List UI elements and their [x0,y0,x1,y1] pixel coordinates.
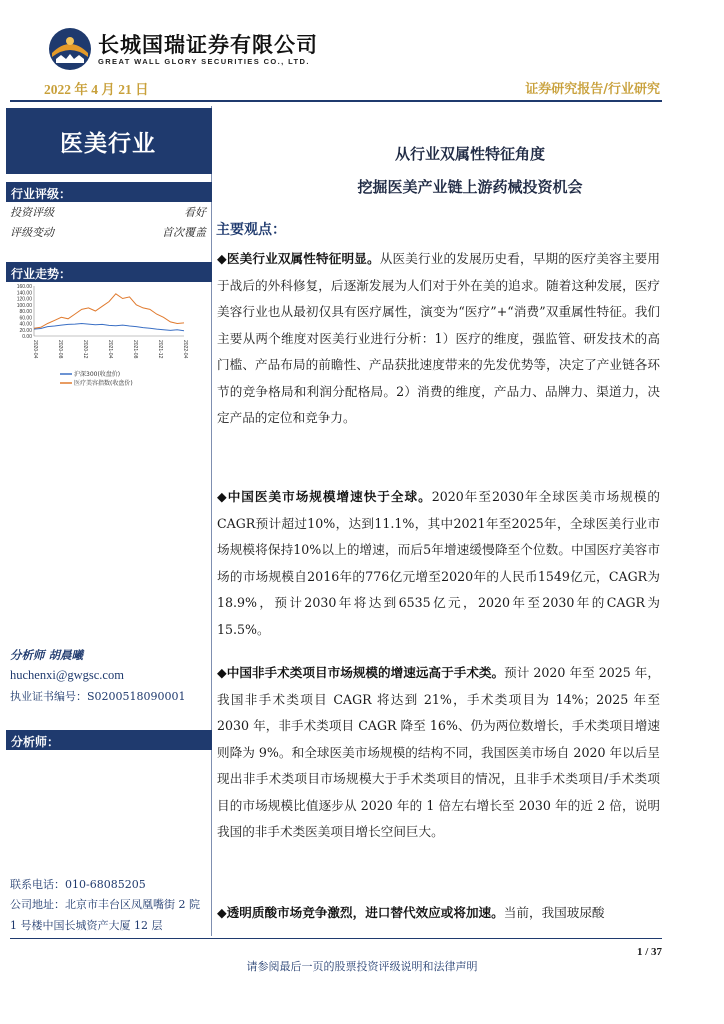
series-line [34,294,184,328]
y-tick-label: 140.00 [16,290,32,297]
trend-chart-svg [6,278,206,408]
x-tick-label: 2020-12 [82,340,88,359]
paragraph [217,484,660,643]
rating-change-row [10,224,206,240]
y-tick-label: 120.00 [16,296,32,303]
rating-change-value: 首次覆盖 [162,226,206,239]
paragraph-body: 2020年至2030年全球医美市场规模的CAGR预计超过10%，达到11.1%，其中2021年至2025年，全球医美行业市场规模将保持10%以上的增速，而后5年增速缓慢降至个位数。中国医疗美容市场的市场规模自2016年的776亿元增至2020年的人民币1549亿元，CAGR为18.9%，预计2030年将达到6535亿元，2020年至2030年的CAGR为15.5%。 [217,489,660,637]
company-name-en: GREAT WALL GLORY SECURITIES CO., LTD. [98,56,310,66]
paragraph [217,246,660,432]
footer-disclaimer[interactable]: 请参阅最后一页的股票投资评级说明和法律声明 [246,960,478,973]
company-name-cn: 长城国瑞证券有限公司 [98,32,318,57]
paragraph-lead: ◆中国非手术类项目市场规模的增速远高于手术类。 [217,665,505,680]
contact-phone: 联系电话：010-68085205 [10,878,146,891]
y-tick-label: 20.00 [19,327,32,334]
legend-label: 沪深300(收盘价) [74,371,121,378]
analyst-name: 分析师 胡晨曦 [10,648,84,662]
rating-change-label: 评级变动 [10,226,54,239]
sidebar [0,106,212,936]
y-tick-label: 160.00 [16,284,32,290]
paragraph-body: 预计 2020 年至 2025 年，我国非手术类项目 CAGR 将达到 21%，手术类项目为 14%；2025 年至 2030 年，非手术类项目 CAGR 降至 16%、仍为两位数增长，手术类项目增速则降为 9%。和全球医美市场规模的结构不同，我国医美市场自 2020 年以后呈现出非手术类项目市场规模大于手术类项目的情况，且非手术类项目/手术类项目的市场规模比值逐步从 2020 年的 1 倍左右增长至 2030 年的近 2 倍，说明我国的非手术类医美项目增长空间巨大。 [217,665,660,839]
paragraph-lead: ◆透明质酸市场竞争激烈，进口替代效应或将加速。 [217,905,504,920]
rating-heading: 行业评级： [6,182,212,202]
analyst-certificate: 执业证书编号：S0200518090001 [10,690,186,703]
paragraph [217,660,660,846]
company-logo [48,26,318,72]
section-heading: 主要观点： [216,222,286,238]
trend-heading: 行业走势： [6,262,212,282]
paragraph-body: 当前，我国玻尿酸 [503,905,605,920]
paragraph-lead: ◆中国医美市场规模增速快于全球。 [217,489,432,504]
paragraph [217,900,660,927]
y-tick-label: 80.00 [19,309,32,315]
great-wall-logo-icon [48,27,92,71]
industry-title: 医美行业 [60,131,156,157]
x-tick-label: 2021-08 [132,340,138,359]
analyst-email[interactable]: huchenxi@gwgsc.com [10,668,124,682]
analyst-heading: 分析师： [6,730,212,750]
report-title-line2: 挖掘医美产业链上游药械投资机会 [357,178,583,196]
contact-address: 公司地址：北京市丰台区凤凰嘴街 2 院 1 号楼中国长城资产大厦 12 层 [10,898,200,932]
rating-row [10,204,206,220]
legend-label: 医疗美容指数(收盘价) [74,380,133,387]
paragraph-body: 从医美行业的发展历史看，早期的医疗美容主要用于战后的外科修复，后逐渐发展为人们对于外在美的追求。随着这种发展，医疗美容行业也从最初仅具有医疗属性，演变为“医疗”+“消费”双重属性特征。我们主要从两个维度对医美行业进行分析：1）医疗的维度，强监管、研发技术的高门槛、产品布局的前瞻性、产品获批速度带来的先发优势等，决定了产业链各环节的竞争格局和利润分配格局。2）消费的维度，产品力、品牌力、渠道力，决定产品的定位和竞争力。 [217,251,661,425]
x-tick-label: 2021-04 [107,340,113,359]
rating-value: 看好 [184,206,206,219]
x-tick-label: 2020-04 [32,340,38,359]
series-line [34,324,184,331]
industry-banner [6,108,212,174]
page-number: 1 / 37 [636,946,662,958]
y-tick-label: 0.00 [22,334,32,340]
paragraph-lead: ◆医美行业双属性特征明显。 [217,251,380,266]
report-date: 2022 年 4 月 21 日 [44,82,149,97]
y-tick-label: 40.00 [19,321,32,328]
y-tick-label: 100.00 [16,302,32,309]
y-tick-label: 60.00 [19,315,32,322]
footer-rule [10,938,662,939]
rating-label: 投资评级 [10,206,54,219]
x-tick-label: 2021-12 [157,340,163,359]
industry-trend-chart [6,278,206,408]
report-title-line1: 从行业双属性特征角度 [394,145,545,163]
header-rule [10,100,662,102]
x-tick-label: 2020-08 [57,340,63,359]
report-type: 证券研究报告/行业研究 [525,82,660,97]
x-tick-label: 2022-04 [182,340,188,359]
